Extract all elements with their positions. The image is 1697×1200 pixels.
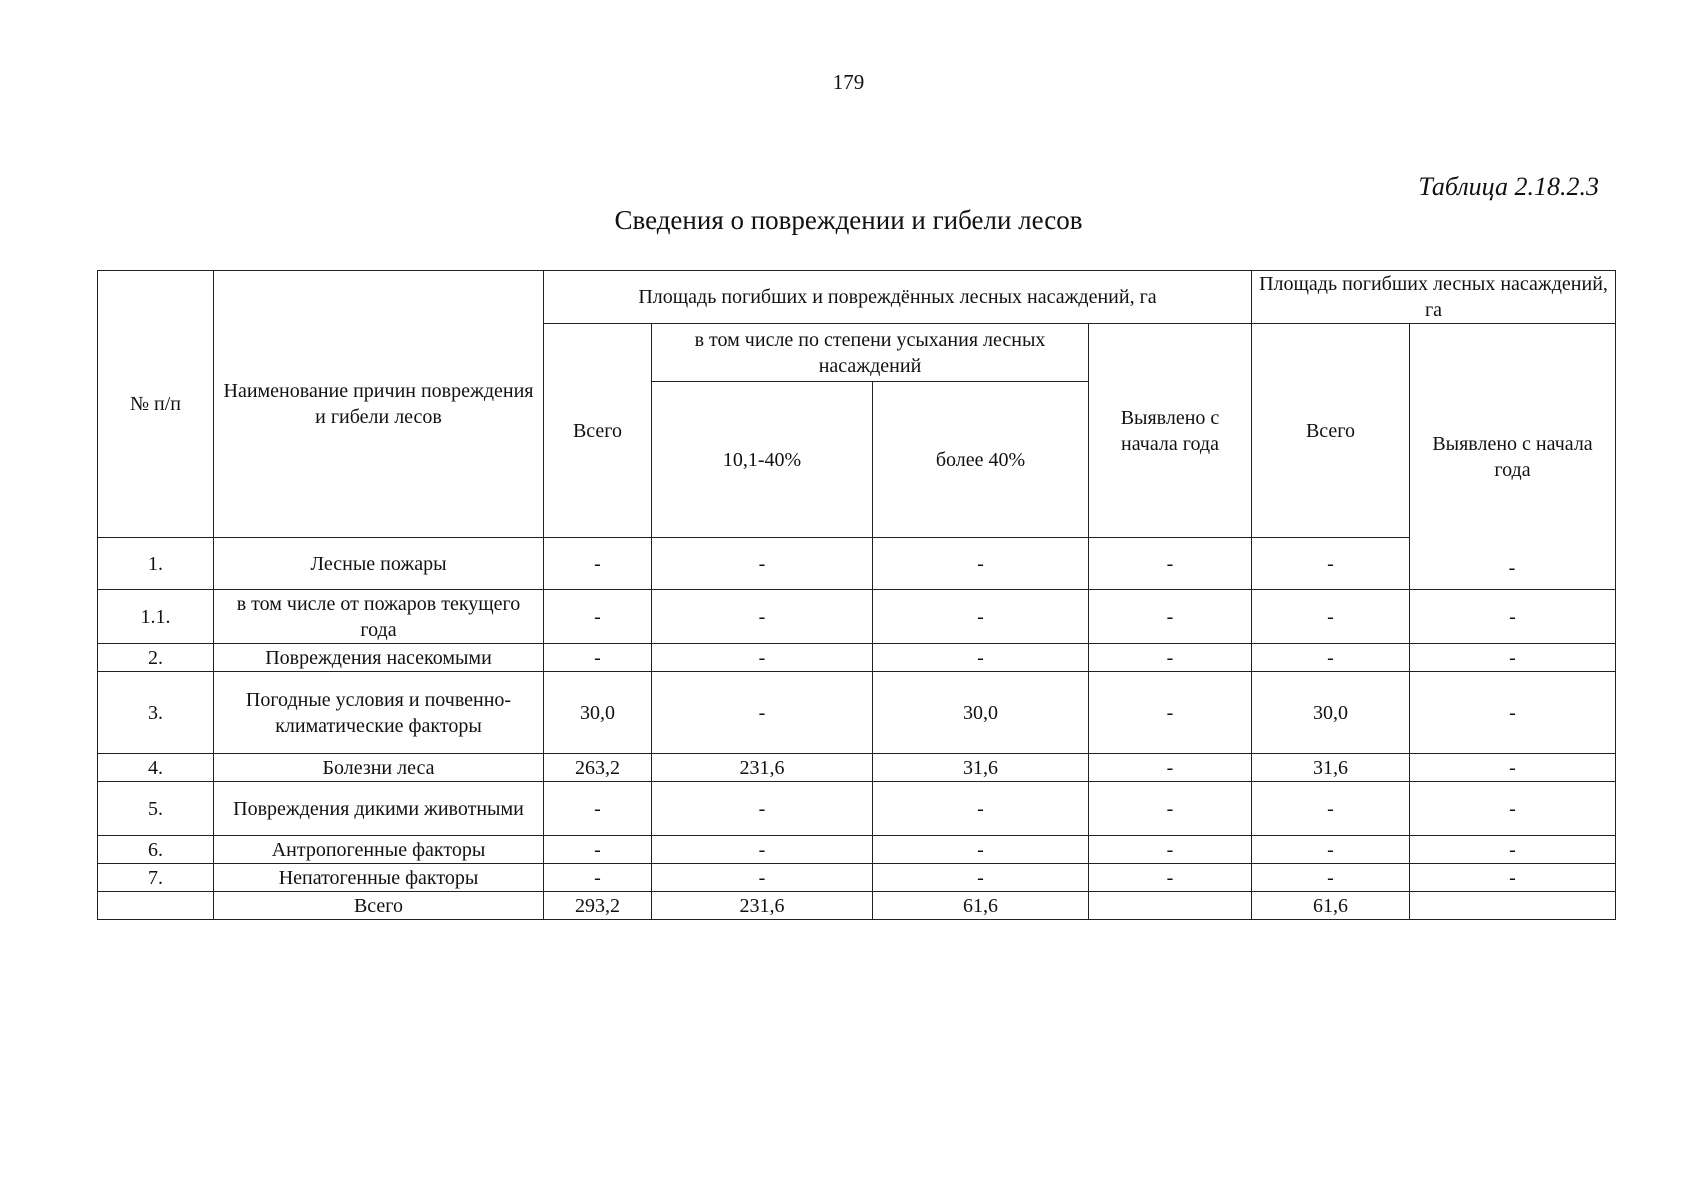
cell-dead-total: - — [1252, 590, 1410, 644]
row-cause: Повреждения дикими животными — [214, 782, 544, 836]
row-num: 7. — [98, 864, 214, 892]
cell-total: - — [544, 864, 652, 892]
table-row — [98, 538, 1616, 590]
header-num: № п/п — [98, 271, 214, 538]
table-row — [98, 754, 1616, 782]
cell-total: - — [544, 644, 652, 672]
cell-detected — [1089, 892, 1252, 920]
cell-dead-detected: - — [1410, 590, 1616, 644]
cell-dead-detected-row1: - — [1508, 557, 1516, 579]
cell-dead-detected: - — [1410, 782, 1616, 836]
cell-over-40: 61,6 — [873, 892, 1089, 920]
cell-over-40: - — [873, 590, 1089, 644]
cell-dead-total: 61,6 — [1252, 892, 1410, 920]
header-total: Всего — [544, 324, 652, 538]
cell-dead-detected: - — [1410, 644, 1616, 672]
cell-dead-detected: - — [1410, 864, 1616, 892]
table-row — [98, 672, 1616, 754]
cell-detected: - — [1089, 754, 1252, 782]
table-row — [98, 590, 1616, 644]
cell-dead-detected — [1410, 892, 1616, 920]
page-number: 179 — [832, 70, 865, 94]
cell-over-40: 31,6 — [873, 754, 1089, 782]
cell-detected: - — [1089, 836, 1252, 864]
table-reference: Таблица 2.18.2.3 — [1418, 172, 1599, 201]
cell-dead-total: - — [1252, 538, 1410, 590]
cell-dead-total: - — [1252, 782, 1410, 836]
row-num: 4. — [98, 754, 214, 782]
row-num: 1. — [98, 538, 214, 590]
cell-over-40: - — [873, 836, 1089, 864]
cell-range-10-40: - — [652, 836, 873, 864]
forest-damage-table — [97, 270, 1616, 920]
cell-total: 30,0 — [544, 672, 652, 754]
table-row — [98, 644, 1616, 672]
cell-dead-total: - — [1252, 836, 1410, 864]
cell-range-10-40: - — [652, 538, 873, 590]
header-dead-area: Площадь погибших лесных насаждений, га — [1252, 271, 1616, 324]
cell-total: - — [544, 782, 652, 836]
cell-range-10-40: - — [652, 672, 873, 754]
row-cause: Непатогенные факторы — [214, 864, 544, 892]
cell-total: - — [544, 538, 652, 590]
row-num: 2. — [98, 644, 214, 672]
cell-dead-total: - — [1252, 864, 1410, 892]
cell-dead-total: 30,0 — [1252, 672, 1410, 754]
row-num: 1.1. — [98, 590, 214, 644]
cell-range-10-40: - — [652, 590, 873, 644]
header-damaged-area: Площадь погибших и повреждённых лесных насаждений, га — [544, 271, 1252, 324]
cell-total: 263,2 — [544, 754, 652, 782]
cell-detected: - — [1089, 782, 1252, 836]
cell-over-40: - — [873, 538, 1089, 590]
cell-detected: - — [1089, 538, 1252, 590]
cell-over-40: - — [873, 644, 1089, 672]
table-row — [98, 782, 1616, 836]
row-cause: Всего — [214, 892, 544, 920]
cell-dead-detected: - — [1410, 754, 1616, 782]
header-cause: Наименование причин повреждения и гибели лесов — [214, 271, 544, 538]
cell-dead-total: - — [1252, 644, 1410, 672]
cell-detected: - — [1089, 864, 1252, 892]
table-row-total — [98, 892, 1616, 920]
cell-detected: - — [1089, 644, 1252, 672]
row-cause: Погодные условия и почвенно-климатические факторы — [214, 672, 544, 754]
cell-total: - — [544, 590, 652, 644]
document-title: Сведения о повреждении и гибели лесов — [614, 205, 1083, 235]
row-num: 5. — [98, 782, 214, 836]
cell-range-10-40: - — [652, 644, 873, 672]
row-cause: Лесные пожары — [214, 538, 544, 590]
cell-total: 293,2 — [544, 892, 652, 920]
cell-range-10-40: - — [652, 864, 873, 892]
row-cause: Антропогенные факторы — [214, 836, 544, 864]
header-over-40: более 40% — [873, 382, 1089, 538]
cell-over-40: - — [873, 782, 1089, 836]
cell-over-40: - — [873, 864, 1089, 892]
row-cause: Повреждения насекомыми — [214, 644, 544, 672]
cell-dead-detected: - — [1410, 672, 1616, 754]
header-detected-since-year: Выявлено с начала года — [1089, 324, 1252, 538]
row-num: 6. — [98, 836, 214, 864]
cell-dead-total: 31,6 — [1252, 754, 1410, 782]
cell-dead-detected: - — [1410, 836, 1616, 864]
row-num: 3. — [98, 672, 214, 754]
cell-total: - — [544, 836, 652, 864]
header-dead-detected-since-year: Выявлено с начала года — [1410, 324, 1616, 590]
table-row — [98, 836, 1616, 864]
cell-detected: - — [1089, 672, 1252, 754]
cell-range-10-40: 231,6 — [652, 892, 873, 920]
header-dead-total: Всего — [1252, 324, 1410, 538]
cell-detected: - — [1089, 590, 1252, 644]
cell-over-40: 30,0 — [873, 672, 1089, 754]
cell-range-10-40: - — [652, 782, 873, 836]
cell-range-10-40: 231,6 — [652, 754, 873, 782]
row-cause: Болезни леса — [214, 754, 544, 782]
row-num — [98, 892, 214, 920]
header-range-10-40: 10,1-40% — [652, 382, 873, 538]
table-row — [98, 864, 1616, 892]
header-dryness-group: в том числе по степени усыхания лесных насаждений — [652, 324, 1089, 382]
row-cause: в том числе от пожаров текущего года — [214, 590, 544, 644]
